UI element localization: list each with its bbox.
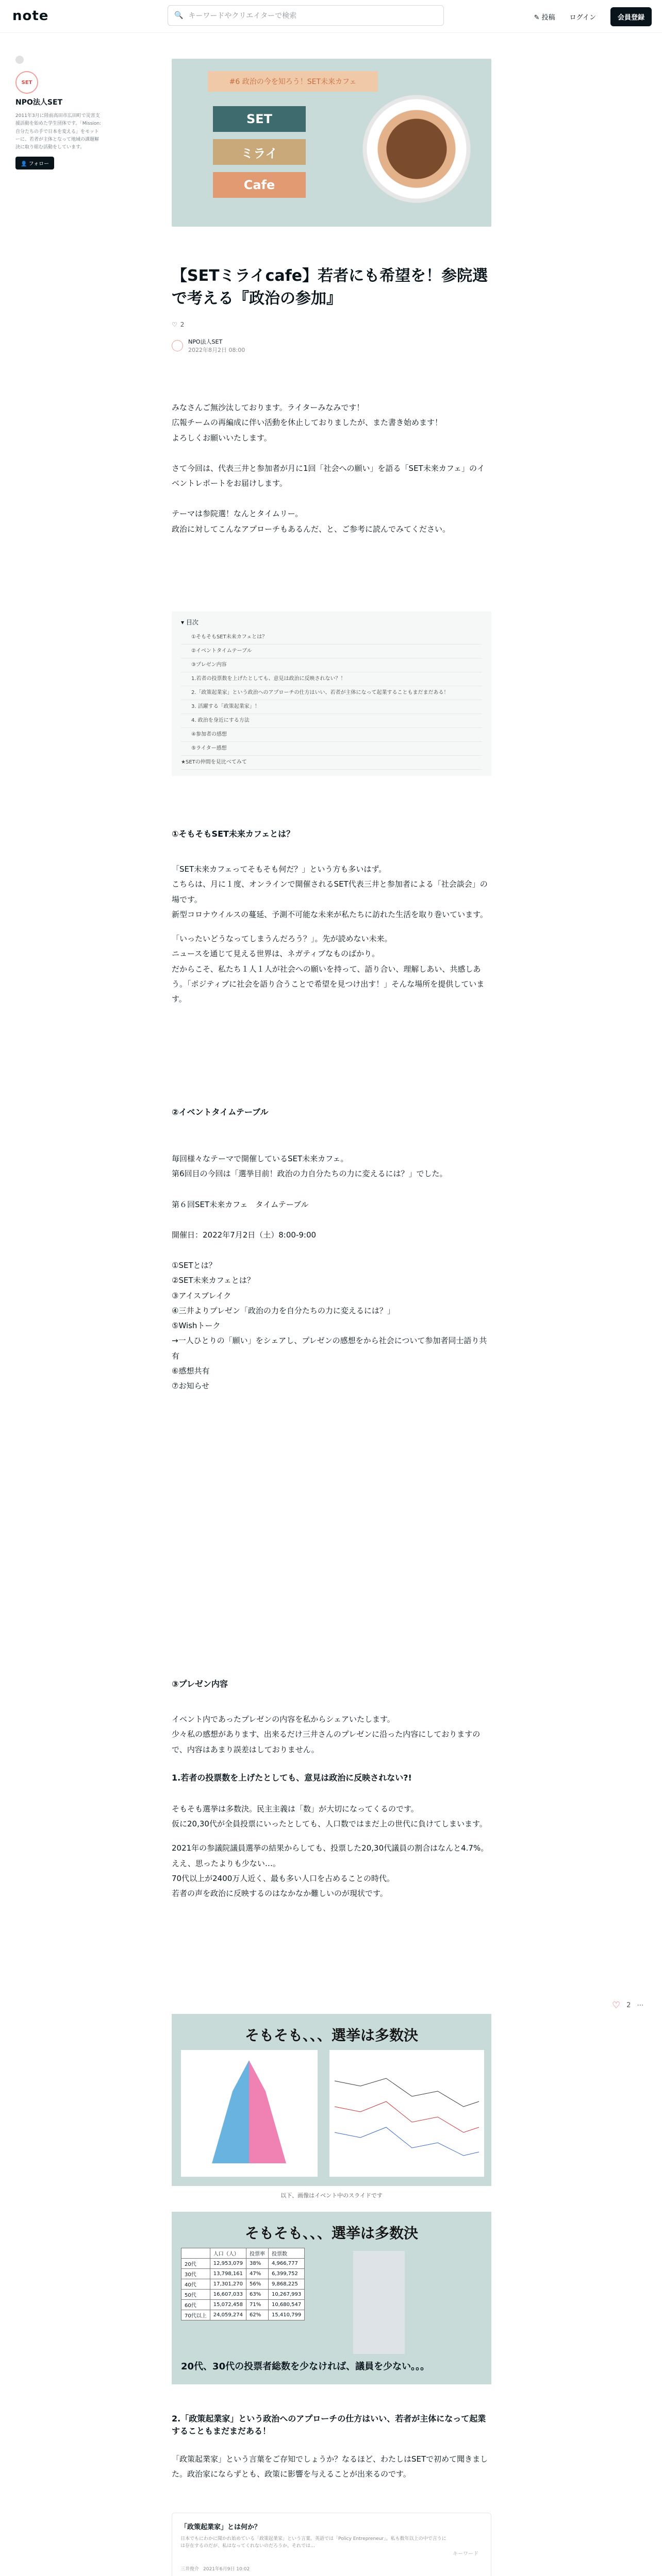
toc-item[interactable]: ★SETの仲間を見比べてみて [181, 756, 482, 770]
intro-block [172, 400, 491, 537]
toc-item[interactable]: ④参加者の感想 [181, 728, 482, 742]
section-2 [172, 1106, 491, 1394]
post-label: 投稿 [541, 14, 555, 22]
section-paragraph: 「いったいどうなってしまうんだろう？」。先が読めない未来。 [172, 934, 392, 943]
slide-image-1 [172, 2014, 491, 2199]
table-cell: 62% [246, 2310, 269, 2320]
toc-item[interactable]: ②イベントタイムテーブル [181, 645, 482, 658]
creator-name[interactable]: NPO法人SET [15, 98, 63, 107]
turnout-line-graph-image [329, 2050, 484, 2177]
embed-author: 三井俊介 [180, 2567, 200, 2572]
like-icon[interactable]: ♡ [172, 321, 177, 328]
timetable-item: ⑤Wishトーク [172, 1321, 221, 1330]
table-header-cell [181, 2248, 210, 2259]
slide-2 [172, 2212, 491, 2384]
toc-heading-text: 目次 [186, 619, 198, 626]
coffee-cup-illustration [362, 95, 471, 203]
article-meta [172, 321, 491, 328]
table-cell: 70代以上 [181, 2310, 210, 2320]
population-vote-table [181, 2248, 305, 2320]
toc-item[interactable]: 4. 政治を身近にする方法 [181, 714, 482, 728]
section-paragraph: 仮に20,30代が全員投票にいったとしても、人口数ではまだ上の世代に負けてしまいます。 [172, 1819, 487, 1828]
table-cell: 13,798,161 [210, 2269, 246, 2279]
intro-paragraph: 広報チームの再編成に伴い活動を休止しておりましたが、また書き始めます！ [172, 418, 443, 428]
author-name[interactable]: NPO法人SET [188, 338, 223, 345]
intro-paragraph: よろしくお願いいたします。 [172, 433, 272, 443]
like-count: 2 [180, 321, 185, 328]
login-button[interactable]: ログイン [569, 14, 596, 22]
section-paragraph: 新型コロナウイルスの蔓延、予測不可能な未来が私たちに訪れた生活を取り巻いています。 [172, 909, 488, 919]
table-header-cell: 投票率 [246, 2248, 269, 2259]
table-cell: 17,301,270 [210, 2279, 246, 2290]
table-row [181, 2279, 305, 2290]
section-paragraph: 「政策起業家」という言葉をご存知でしょうか？なるほど、わたしはSETで初めて聞きました。政治家にならずとも、政策に影響を与えることが出来るのです。 [172, 2454, 488, 2479]
table-header-cell: 人口（人） [210, 2248, 246, 2259]
toc-item[interactable]: ①そもそもSET未来カフェとは？ [181, 631, 482, 645]
person-plus-icon: 👤 [21, 161, 29, 167]
turnout-line-graphic [329, 2050, 484, 2177]
section-paragraph: そもそも選挙は多数決。民主主義は「数」が大切になってくるのです。 [172, 1804, 419, 1814]
table-row [181, 2300, 305, 2310]
table-cell: 50代 [181, 2290, 210, 2300]
post-button[interactable] [534, 12, 555, 22]
timetable-item: →一人ひとりの「願い」をシェアし、プレゼンの感想をから社会について参加者同士語り共有 [172, 1336, 487, 1361]
toc-item[interactable]: 3. 活躍する「政策起業家」！ [181, 700, 482, 714]
slide-title: そもそも、、、選挙は多数決 [244, 2225, 418, 2242]
creator-sidebar [15, 56, 103, 170]
toc-item[interactable]: 1.若者の投票数を上げたとしても、意見は政治に反映されない？！ [181, 672, 482, 686]
toc-item[interactable]: ⑤ライター感想 [181, 742, 482, 756]
slide-image-2 [172, 2212, 491, 2384]
table-cell: 15,410,799 [269, 2310, 305, 2320]
table-cell: 10,680,547 [269, 2300, 305, 2310]
hero-card-set: SET [213, 106, 306, 132]
table-cell: 4,966,777 [269, 2259, 305, 2269]
signup-button[interactable]: 会員登録 [610, 7, 652, 26]
toc-item[interactable]: ③プレゼン内容 [181, 658, 482, 672]
embed-title: 「政策起業家」とは何か？ [180, 2523, 261, 2531]
table-cell: 20代 [181, 2259, 210, 2269]
search-placeholder: キーワードやクリエイターで検索 [188, 12, 297, 20]
search-input[interactable] [168, 5, 444, 26]
subsection-heading: 1.若者の投票数を上げたとしても、意見は政治に反映されない?! [172, 1772, 412, 1783]
table-cell: 16,607,033 [210, 2290, 246, 2300]
article [172, 59, 491, 2572]
floating-like [612, 2000, 643, 2011]
embed-tag: キーワード [453, 2551, 478, 2557]
section-paragraph: 少々私の感想があります、出来るだけ三井さんのプレゼンに沿った内容にしておりますので、内容はあまり誤差はしておりません。 [172, 1730, 481, 1754]
section-paragraph: 第6回目の今回は「選挙目前！政治の力自分たちの力に変えるには？」でした。 [172, 1169, 448, 1179]
intro-paragraph: テーマは参院選！なんとタイムリー。 [172, 509, 303, 519]
section-paragraph: 2021年の参議院議員選挙の結果からしても、投票した20,30代議員の割合はなんと4.7%。 [172, 1843, 489, 1853]
header-actions [534, 7, 652, 26]
article-title: 【SETミライcafe】若者にも希望を！参院選で考える『政治の参加』 [172, 267, 488, 308]
table-row [181, 2269, 305, 2279]
like-float-count: 2 [626, 2002, 631, 2009]
creator-bio: 2011年3月に陸前高田市広田町で災害支援活動を始めた学生団体です。「Mission:自分たちの手で日本を変える」をモットーに、若者が主体となって地域の課題解決に取り組む活動をしています。 [15, 113, 102, 150]
table-header-cell: 投票数 [269, 2248, 305, 2259]
embed-card[interactable] [172, 2513, 491, 2576]
table-cell: 9,868,225 [269, 2279, 305, 2290]
timetable-item: ⑥感想共有 [172, 1366, 210, 1376]
hero-banner: #6 政治の今を知ろう！SET未来カフェ [208, 71, 378, 92]
hero-card-cafe: Cafe [213, 172, 306, 198]
toc-heading [181, 618, 482, 626]
follow-label: フォロー [28, 161, 49, 167]
timetable-item: ③アイスブレイク [172, 1291, 231, 1300]
population-pyramid-graphic [181, 2050, 318, 2177]
section-paragraph: ニュースを通じて見える世界は、ネガティブなものばかり。 [172, 949, 380, 959]
slide-note: 20代、30代の投票者総数を少なければ、議員を少ない。。。 [181, 2361, 430, 2372]
section-paragraph: 70代以上が2400万人近く、最も多い人口を占めることの時代。 [172, 1873, 394, 1883]
table-cell: 47% [246, 2269, 269, 2279]
site-header [0, 0, 662, 33]
author-avatar[interactable] [172, 340, 183, 351]
section-paragraph: だからこそ、私たち１人１人が社会への願いを持って、語り合い、理解しあい、共感しあう。「ポジティブに社会を語り合うことで希望を見つけ出す！」そんな場所を提供しています。 [172, 964, 485, 1004]
table-cell: 15,072,458 [210, 2300, 246, 2310]
table-of-contents [172, 612, 491, 776]
table-cell: 12,953,079 [210, 2259, 246, 2269]
table-row [181, 2259, 305, 2269]
search-icon: 🔍 [174, 11, 184, 20]
embed-byline [180, 2565, 250, 2572]
subsection-2 [172, 2413, 491, 2482]
intro-paragraph: さて今回は、代表三井と参加者が月に1回「社会への願い」を語る「SET未来カフェ」のイベントレポートをお届けします。 [172, 463, 485, 488]
list-icon: ▾ [181, 619, 186, 626]
timetable-item: ④三井よりプレゼン「政治の力を自分たちの力に変えるには？」 [172, 1306, 395, 1315]
slide-title: そもそも、、、選挙は多数決 [244, 2027, 418, 2044]
table-cell: 30代 [181, 2269, 210, 2279]
table-cell: 6,399,752 [269, 2269, 305, 2279]
share-icon[interactable]: ⋯ [637, 2002, 644, 2009]
section-paragraph: イベント内であったプレゼンの内容を私からシェアいたします。 [172, 1715, 395, 1724]
table-cell: 60代 [181, 2300, 210, 2310]
section-paragraph: 「SET未来カフェってそもそも何だ？」という方も多いはず。 [172, 865, 387, 874]
population-pyramid-image [181, 2050, 318, 2177]
intro-paragraph: 政治に対してこんなアプローチもあるんだ、と、ご参考に読んでみてください。 [172, 524, 451, 534]
section-paragraph: 開催日：2022年7月2日（土）8:00-9:00 [172, 1230, 317, 1240]
table-cell: 40代 [181, 2279, 210, 2290]
table-cell: 10,267,993 [269, 2290, 305, 2300]
linked-article-card[interactable] [172, 2513, 491, 2576]
table-header-row [181, 2248, 305, 2259]
section-heading: ③プレゼン内容 [172, 1679, 228, 1689]
section-paragraph: 第６回SET未来カフェ タイムテーブル [172, 1199, 309, 1209]
toc-item[interactable]: 2.「政策起業家」という政治へのアプローチの仕方はいい、若者が主体になって起業することもまだまだある！ [181, 686, 482, 700]
section-heading: ②イベントタイムテーブル [172, 1107, 269, 1117]
creator-avatar[interactable] [15, 71, 38, 94]
section-3 [172, 1678, 491, 1901]
timetable-item: ⑦お知らせ [172, 1381, 209, 1391]
table-cell: 38% [246, 2259, 269, 2269]
table-row [181, 2310, 305, 2320]
heart-icon[interactable]: ♡ [612, 2000, 621, 2011]
timetable-item: ①SETとは？ [172, 1261, 217, 1270]
slide-caption: 以下、画像はイベント中のスライドです [280, 2192, 383, 2199]
section-paragraph: 毎回様々なテーマで開催しているSET未来カフェ。 [172, 1154, 349, 1163]
slide-1 [172, 2014, 491, 2186]
avatar-text: SET [21, 79, 32, 86]
table-cell: 71% [246, 2300, 269, 2310]
follow-button[interactable] [15, 157, 54, 170]
embed-date: 2021年6月9日 10:02 [203, 2567, 250, 2572]
hero-card-mirai: ミライ [213, 139, 306, 165]
table-cell: 24,059,274 [210, 2310, 246, 2320]
section-paragraph: 若者の声を政治に反映するのはなかなか難しいのが現状です。 [172, 1889, 388, 1898]
section-paragraph: ええ、思ったよりも少ない…。 [172, 1858, 280, 1868]
publish-date: 2022年8月2日 08:00 [188, 347, 245, 353]
subsection-heading: 2.「政策起業家」という政治へのアプローチの仕方はいい、若者が主体になって起業することもまだまだある！ [172, 2414, 486, 2436]
table-cell: 63% [246, 2290, 269, 2300]
section-heading: ①そもそもSET未来カフェとは？ [172, 829, 295, 839]
embed-description: 日本でもにわかに聞かれ始めている「政策起業家」という言葉。英語では「Policy Entrepreneur」。私も数年以上の中で言うには存在するのだが、私はなってくれないのだろうか。それでは… [180, 2536, 446, 2549]
table-cell: 56% [246, 2279, 269, 2290]
intro-paragraph: みなさんご無沙汰しております。ライターみなみです！ [172, 403, 365, 412]
pen-icon: ✎ [534, 14, 542, 22]
section-1 [172, 828, 491, 1007]
author-row [172, 337, 491, 354]
table-row [181, 2290, 305, 2300]
small-avatar [15, 56, 24, 64]
timetable [172, 1258, 491, 1394]
hero-image [172, 59, 491, 227]
people-figure-image [353, 2251, 405, 2354]
section-paragraph: こちらは、月に１度、オンラインで開催されるSET代表三井と参加者による「社会談会」の場です。 [172, 879, 488, 904]
timetable-item: ②SET未来カフェとは？ [172, 1276, 255, 1285]
note-logo[interactable]: note [12, 8, 49, 24]
